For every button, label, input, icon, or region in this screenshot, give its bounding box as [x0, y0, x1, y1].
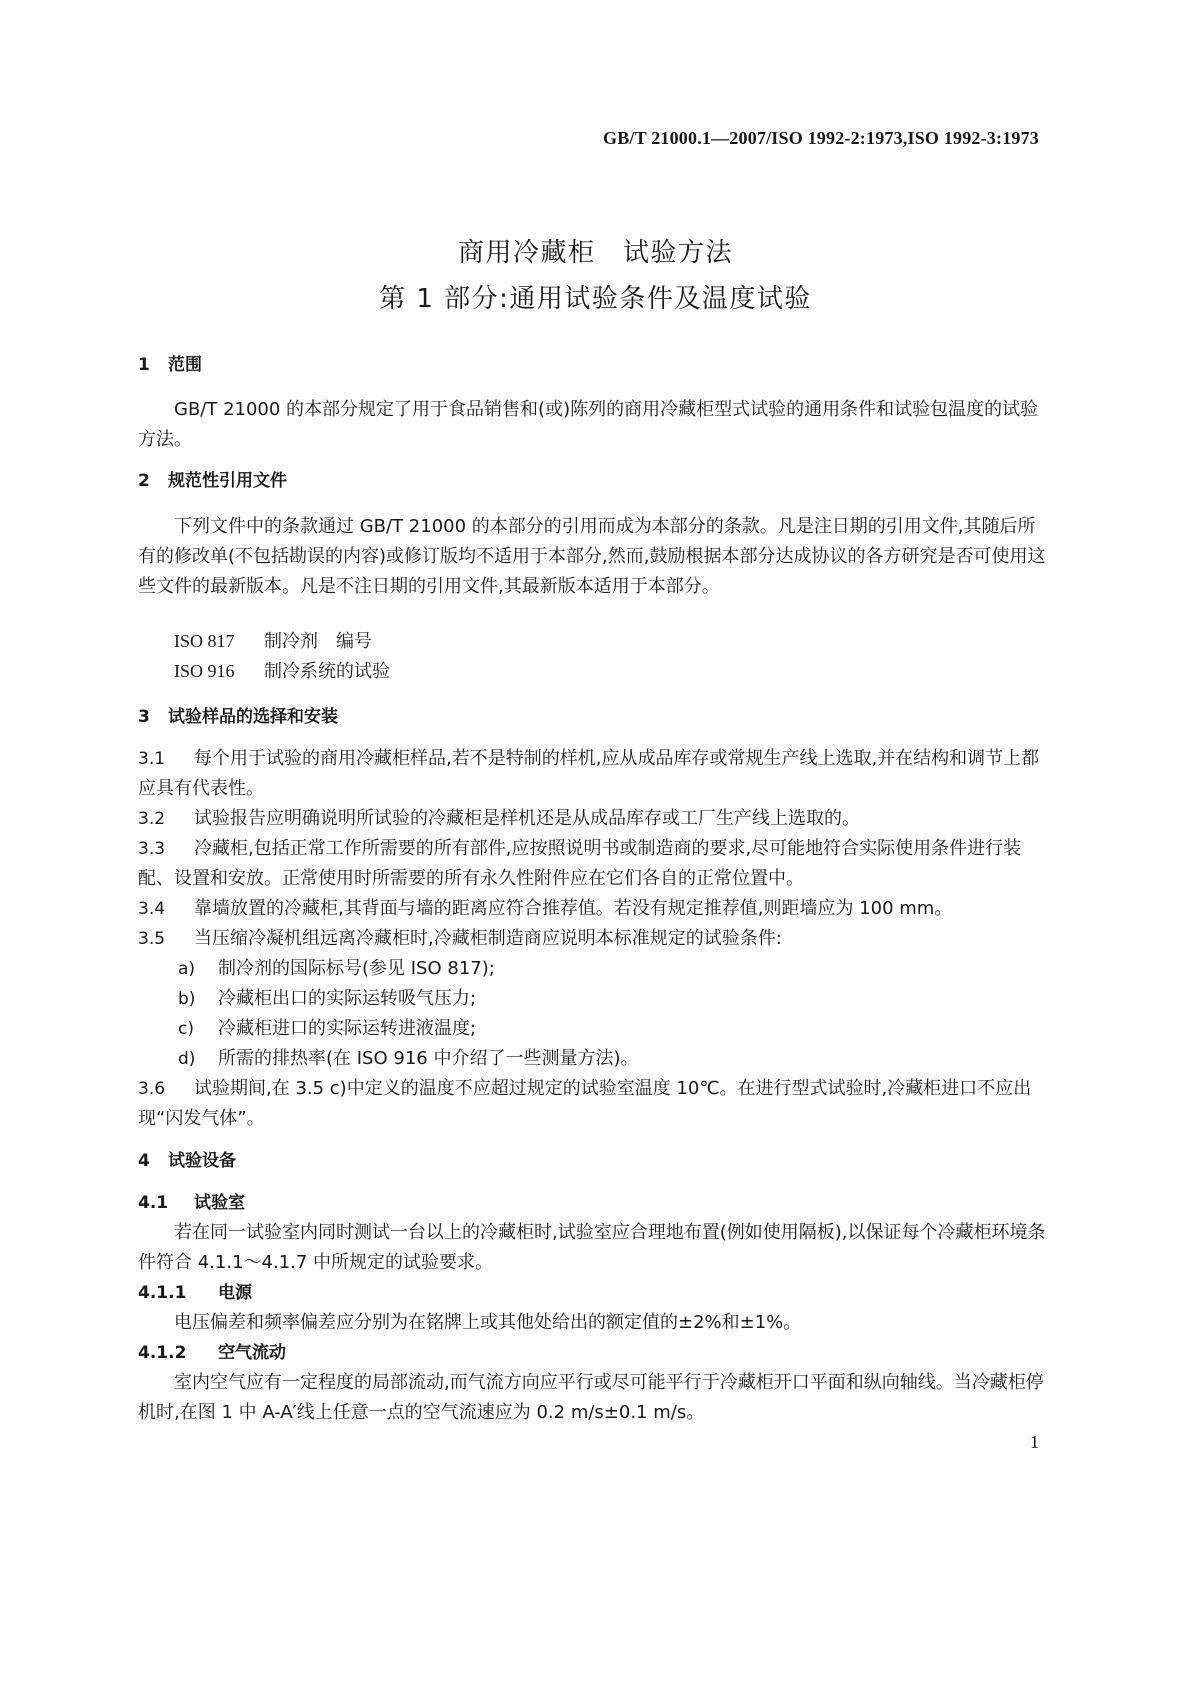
section-3	[138, 702, 1052, 732]
clause-4-1-1-paragraph: 电压偏差和频率偏差应分别为在铭牌上或其他处给出的额定值的±2%和±1%。	[174, 1312, 802, 1333]
standard-number: GB/T 21000.1—2007/ISO 1992-2:1973,ISO 1992-3:1973	[603, 128, 1039, 148]
section-1-paragraph: GB/T 21000 的本部分规定了用于食品销售和(或)陈列的商用冷藏柜型式试验的通用条件和试验包温度的试验方法。	[138, 399, 1039, 450]
section-4	[138, 1146, 1052, 1176]
section-heading: 3 试验样品的选择和安装	[138, 707, 338, 727]
clause-4-1-2-paragraph: 室内空气应有一定程度的局部流动,而气流方向应平行或尽可能平行于冷藏柜开口平面和纵向轴线。当冷藏柜停机时,在图 1 中 A-A′线上任意一点的空气流速应为 0.2 m/s±0.1 m/s。	[138, 1372, 1044, 1423]
list-item-a: a) 制冷剂的国际标号(参见 ISO 817);	[178, 958, 495, 979]
page-number: 1	[1030, 1432, 1039, 1452]
section-2	[138, 466, 1052, 496]
reference-item: ISO 817 制冷剂 编号	[174, 631, 372, 652]
clause-4-1-heading: 4.1 试验室	[138, 1193, 245, 1213]
clause-3-5: 3.5 当压缩冷凝机组远离冷藏柜时,冷藏柜制造商应说明本标准规定的试验条件:	[138, 928, 782, 949]
section-heading: 2 规范性引用文件	[138, 471, 287, 491]
clause-4-1-2-heading: 4.1.2 空气流动	[138, 1343, 286, 1363]
section-2-paragraph: 下列文件中的条款通过 GB/T 21000 的本部分的引用而成为本部分的条款。凡是注日期的引用文件,其随后所有的修改单(不包括勘误的内容)或修订版均不适用于本部分,然而,鼓励根据本部分达成协议的各方研究是否可使用这些文件的最新版本。凡是不注日期的引用文件,其最新版本适用于本部分。	[138, 516, 1046, 597]
clause-3-6: 3.6 试验期间,在 3.5 c)中定义的温度不应超过规定的试验室温度 10℃。在进行型式试验时,冷藏柜进口不应出现“闪发气体”。	[138, 1078, 1032, 1129]
clause-3-2: 3.2 试验报告应明确说明所试验的冷藏柜是样机还是从成品库存或工厂生产线上选取的。	[138, 808, 860, 829]
document-title: 商用冷藏柜 试验方法	[457, 238, 733, 268]
list-item-d: d) 所需的排热率(在 ISO 916 中介绍了一些测量方法)。	[178, 1048, 639, 1069]
clause-3-4: 3.4 靠墙放置的冷藏柜,其背面与墙的距离应符合推荐值。若没有规定推荐值,则距墙应为 100 mm。	[138, 898, 953, 919]
clause-4-1-paragraph: 若在同一试验室内同时测试一台以上的冷藏柜时,试验室应合理地布置(例如使用隔板),以保证每个冷藏柜环境条件符合 4.1.1～4.1.7 中所规定的试验要求。	[138, 1222, 1046, 1273]
list-item-c: c) 冷藏柜进口的实际运转进液温度;	[178, 1018, 477, 1039]
clause-3-1: 3.1 每个用于试验的商用冷藏柜样品,若不是特制的样机,应从成品库存或常规生产线上选取,并在结构和调节上都应具有代表性。	[138, 748, 1040, 799]
clause-3-3: 3.3 冷藏柜,包括正常工作所需要的所有部件,应按照说明书或制造商的要求,尽可能地符合实际使用条件进行装配、设置和安放。正常使用时所需要的所有永久性附件应在它们各自的正常位置中。	[138, 838, 1022, 889]
clause-4-1-1-heading: 4.1.1 电源	[138, 1283, 252, 1303]
section-heading: 4 试验设备	[138, 1151, 236, 1171]
document-subtitle: 第 1 部分:通用试验条件及温度试验	[379, 284, 812, 314]
list-item-b: b) 冷藏柜出口的实际运转吸气压力;	[178, 988, 477, 1009]
reference-item: ISO 916 制冷系统的试验	[174, 661, 390, 682]
section-1	[138, 350, 1052, 380]
section-heading: 1 范围	[138, 355, 202, 375]
